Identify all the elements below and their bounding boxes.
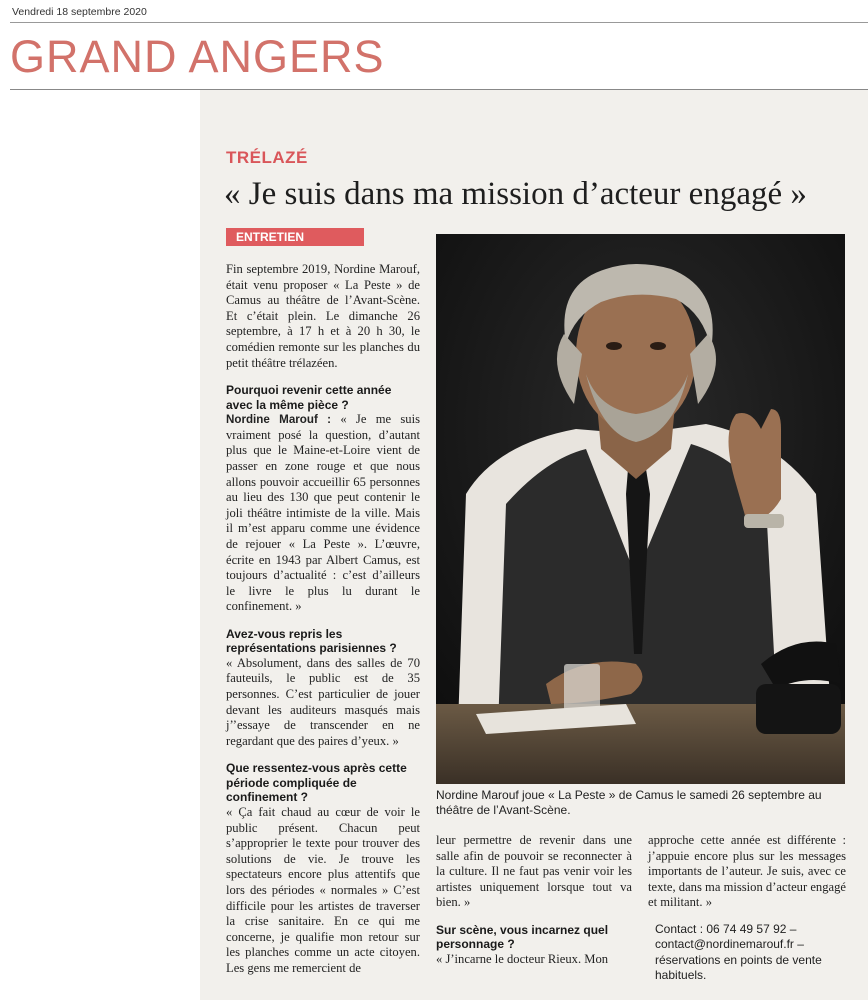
question-2: Avez-vous repris les représentations parisiennes ? [226, 626, 397, 656]
actor-photo-illustration [436, 234, 845, 784]
answer-4-part-1: « J’incarne le docteur Rieux. Mon [436, 951, 609, 966]
article-headline: « Je suis dans ma mission d’acteur engagé » [224, 176, 807, 212]
answer-1-text: « Je me suis vraiment posé la question, d’autant plus que le Maine-et-Loire vient de passer en zone rouge et que nous allons pouvoir accueillir 65 personnes au lieu des 130 que peut contenir le joli théâtre intimiste de la ville. Mais il m’est apparu comme une évidence de rejouer « La Peste ». L’œuvre, écrite en 1943 par Albert Camus, est toujours d’actualité : c’est d’ailleurs le livre le plus lu durant le confinement. » [226, 412, 420, 614]
article-column-3 [648, 833, 846, 911]
contact-info: Contact : 06 74 49 57 92 – contact@nordinemarouf.fr – réservations en points de vente habituels. [655, 922, 822, 983]
header-rule-top [10, 22, 868, 23]
question-3: Que ressentez-vous après cette période compliquée de confinement ? [226, 761, 407, 805]
article-kicker: TRÉLAZÉ [226, 148, 308, 167]
speaker-name: Nordine Marouf : [226, 413, 332, 427]
article-intro: Fin septembre 2019, Nordine Marouf, était venu proposer « La Peste » de Camus au théâtre de l’Avant-Scène. Et c’était plein. Le dimanche 26 septembre, à 17 h et à 20 h 30, le comédien remonte sur les planches du petit théâtre trélazéen. [226, 262, 420, 370]
answer-2: « Absolument, dans des salles de 70 fauteuils, le public est de 35 personnes. C’est particulier de jouer devant les auditeurs masqués mais j’’essaye de transcender en ne regardant que des paires d’yeux. » [226, 655, 420, 748]
issue-date: Vendredi 18 septembre 2020 [12, 6, 147, 18]
article-column-1 [226, 262, 420, 976]
section-title: GRAND ANGERS [10, 31, 385, 82]
photo-caption: Nordine Marouf joue « La Peste » de Camus le samedi 26 septembre au théâtre de l’Avant-Scène. [436, 788, 822, 817]
question-4: Sur scène, vous incarnez quel personnage ? [436, 922, 609, 952]
article-tag: ENTRETIEN [226, 228, 364, 246]
question-1: Pourquoi revenir cette année avec la même pièce ? [226, 383, 392, 412]
article-photo [436, 234, 845, 784]
answer-3-part-2: leur permettre de revenir dans une salle afin de pouvoir se reconnecter à la culture. Il ne faut pas venir voir les artistes uniquement lorsque tout va bien. » [436, 833, 632, 910]
answer-3-part-1: « Ça fait chaud au cœur de voir le public présent. Chacun peut s’approprier le texte pour trouver des solutions de vie. Je trouve les spectateurs encore plus attentifs que lors des périodes « normales » C’est difficile pour les artistes de traverser la crise sanitaire. En ce qui me concerne, je qualifie mon retour sur les planches comme un acte citoyen. Les gens me remercient de [226, 804, 420, 975]
article-column-2 [436, 833, 632, 968]
answer-1 [226, 412, 420, 615]
answer-4-part-2: approche cette année est différente : j’appuie encore plus sur les messages importants de l’auteur. Je suis, avec ce texte, dans ma mission d’acteur engagé et militant. » [648, 833, 846, 910]
